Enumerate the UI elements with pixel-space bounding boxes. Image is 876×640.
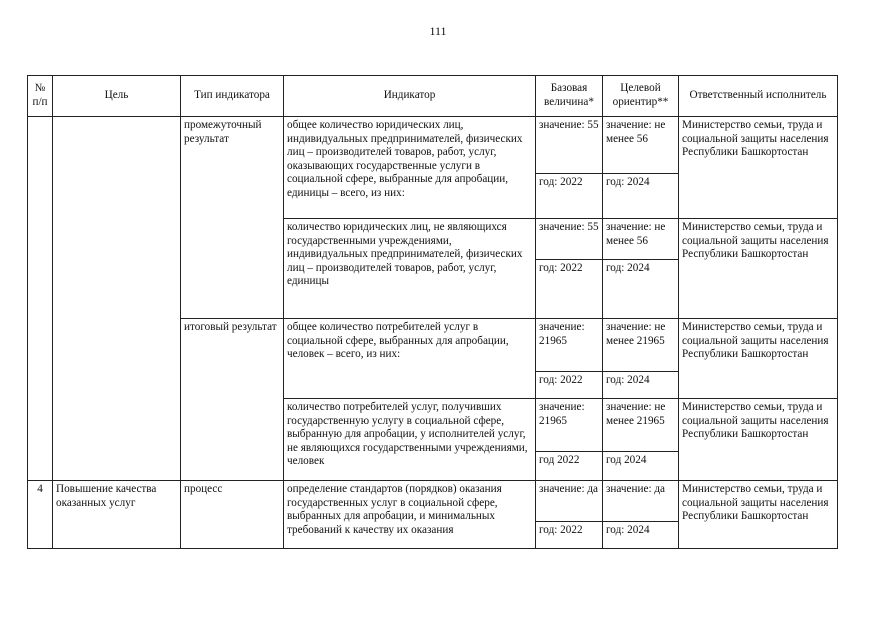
cell-type: процесс	[181, 481, 284, 549]
cell-goal	[53, 117, 181, 481]
cell-responsible: Министерство семьи, труда и социальной защиты населения Республики Башкортостан	[679, 117, 838, 219]
cell-target-year: год: 2024	[603, 260, 679, 319]
page-number: 111	[429, 24, 447, 38]
cell-responsible: Министерство семьи, труда и социальной защиты населения Республики Башкортостан	[679, 319, 838, 399]
cell-base-year: год: 2022	[536, 260, 603, 319]
cell-target-value: значение: да	[603, 481, 679, 522]
header-goal: Цель	[53, 76, 181, 117]
cell-indicator: определение стандартов (порядков) оказания государственных услуг в социальной сфере, выбранных для апробации, и минимальных требований к качеству их оказания	[284, 481, 536, 549]
cell-base-value: значение: да	[536, 481, 603, 522]
cell-base-value: значение: 55	[536, 117, 603, 174]
cell-type: итоговый результат	[181, 319, 284, 481]
cell-target-year: год 2024	[603, 452, 679, 481]
cell-responsible: Министерство семьи, труда и социальной защиты населения Республики Башкортостан	[679, 399, 838, 481]
cell-type: промежуточный результат	[181, 117, 284, 319]
cell-target-value: значение: не менее 56	[603, 117, 679, 174]
cell-indicator: количество юридических лиц, не являющихся государственными учреждениями, индивидуальных предпринимателей, физических лиц – производителей товаров, работ, услуг, единицы	[284, 219, 536, 319]
cell-no: 4	[28, 481, 53, 549]
cell-target-year: год: 2024	[603, 372, 679, 399]
header-row	[28, 76, 838, 117]
cell-responsible: Министерство семьи, труда и социальной защиты населения Республики Башкортостан	[679, 481, 838, 549]
table-row	[28, 117, 838, 174]
header-base: Базовая величина*	[536, 76, 603, 117]
cell-target-value: значение: не менее 56	[603, 219, 679, 260]
cell-target-value: значение: не менее 21965	[603, 399, 679, 452]
cell-base-value: значение: 55	[536, 219, 603, 260]
header-no: № п/п	[28, 76, 53, 117]
cell-base-value: значение: 21965	[536, 399, 603, 452]
table-row	[28, 481, 838, 522]
cell-indicator: общее количество юридических лиц, индивидуальных предпринимателей, физических лиц – производителей товаров, работ, услуг, оказывающих государственные услуги в социальной сфере, выбранные для апробации, единицы – всего, из них:	[284, 117, 536, 219]
cell-goal: Повышение качества оказанных услуг	[53, 481, 181, 549]
cell-base-value: значение: 21965	[536, 319, 603, 372]
header-target: Целевой ориентир**	[603, 76, 679, 117]
cell-indicator: общее количество потребителей услуг в социальной сфере, выбранных для апробации, человек – всего, из них:	[284, 319, 536, 399]
header-responsible: Ответственный исполнитель	[679, 76, 838, 117]
header-indicator: Индикатор	[284, 76, 536, 117]
cell-responsible: Министерство семьи, труда и социальной защиты населения Республики Башкортостан	[679, 219, 838, 319]
cell-base-year: год 2022	[536, 452, 603, 481]
cell-target-year: год: 2024	[603, 174, 679, 219]
header-indicator-type: Тип индикатора	[181, 76, 284, 117]
cell-indicator: количество потребителей услуг, получивших государственную услугу в социальной сфере, выбранную для апробации, у исполнителей услуг, не являющихся государственными учреждениями, человек	[284, 399, 536, 481]
cell-base-year: год: 2022	[536, 372, 603, 399]
cell-no	[28, 117, 53, 481]
cell-base-year: год: 2022	[536, 174, 603, 219]
cell-target-year: год: 2024	[603, 522, 679, 549]
cell-base-year: год: 2022	[536, 522, 603, 549]
cell-target-value: значение: не менее 21965	[603, 319, 679, 372]
indicators-table	[27, 75, 838, 549]
